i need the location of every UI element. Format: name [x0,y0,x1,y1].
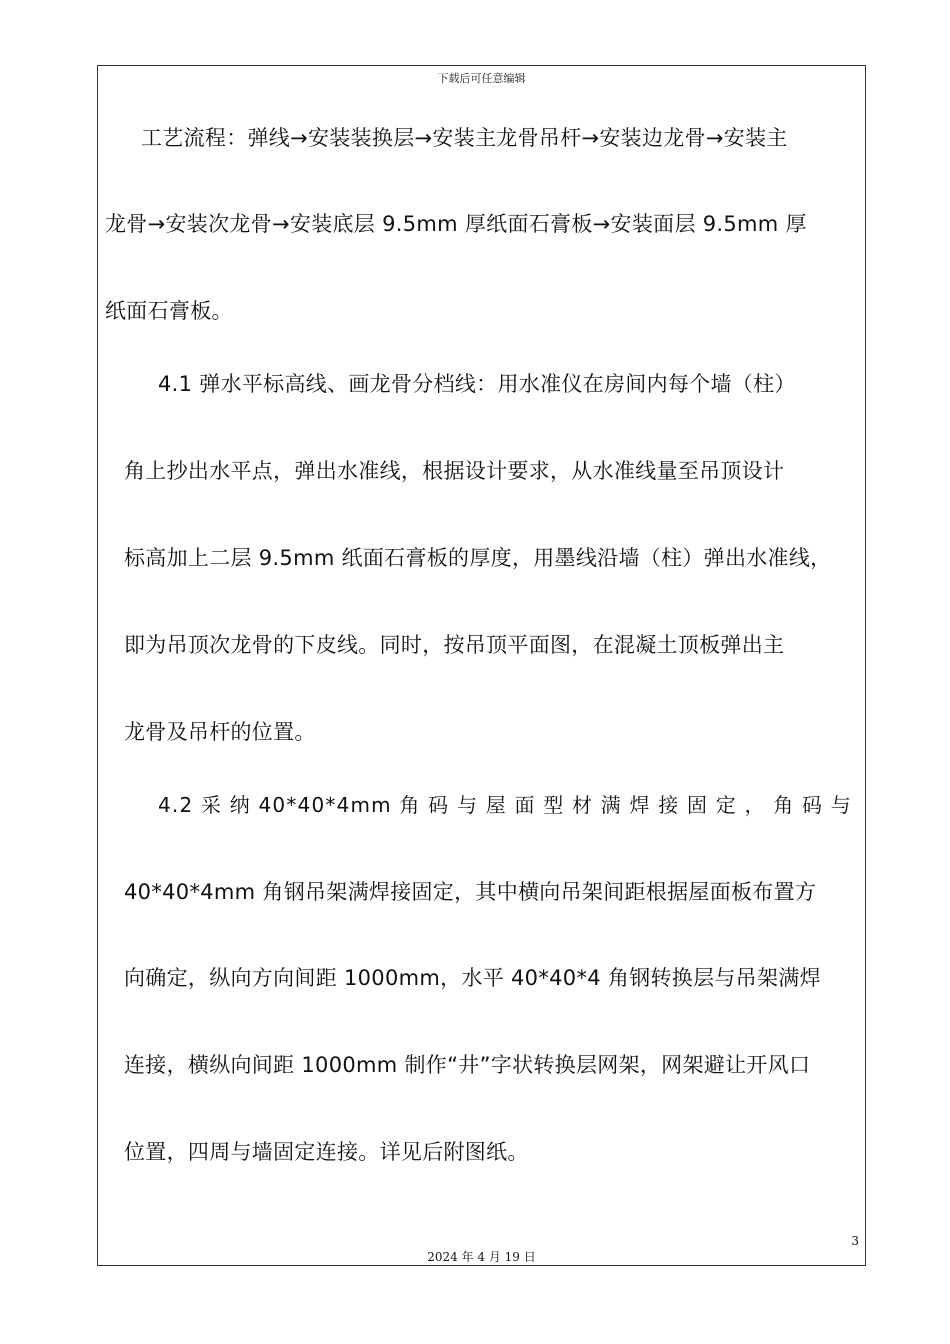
footer-date: 2024 年 4 月 19 日 [427,1250,536,1264]
section-4-2-line-4: 连接，横纵向间距 1000mm 制作“井”字状转换层网架，网架避让开风口 [124,1053,811,1077]
process-flow-line-1: 工艺流程：弹线→安装装换层→安装主龙骨吊杆→安装边龙骨→安装主 [141,126,788,150]
process-flow-line-2: 龙骨→安装次龙骨→安装底层 9.5mm 厚纸面石膏板→安装面层 9.5mm 厚 [105,212,807,236]
section-4-1-line-4: 即为吊顶次龙骨的下皮线。同时，按吊顶平面图，在混凝土顶板弹出主 [124,633,785,657]
section-4-1-line-5: 龙骨及吊杆的位置。 [124,720,316,744]
section-4-2-line-2: 40*40*4mm 角钢吊架满焊接固定，其中横向吊架间距根据屋面板布置方 [124,880,817,904]
section-4-2-line-1: 4.2 采 纳 40*40*4mm 角 码 与 屋 面 型 材 满 焊 接 固 定 ， 角 码 与 [158,793,852,817]
section-4-1-line-3: 标高加上二层 9.5mm 纸面石膏板的厚度，用墨线沿墙（柱）弹出水准线， [124,546,832,570]
section-4-1-line-1: 4.1 弹水平标高线、画龙骨分档线：用水准仪在房间内每个墙（柱） [158,372,796,396]
page-number: 3 [851,1234,859,1248]
section-4-1-line-2: 角上抄出水平点，弹出水准线，根据设计要求，从水准线量至吊顶设计 [124,459,785,483]
page-frame [97,65,866,1266]
section-4-2-line-3: 向确定，纵向方向间距 1000mm，水平 40*40*4 角钢转换层与吊架满焊 [124,966,821,990]
section-4-2-line-5: 位置，四周与墙固定连接。详见后附图纸。 [124,1140,529,1164]
header-note: 下载后可任意编辑 [437,72,526,85]
process-flow-line-3: 纸面石膏板。 [105,299,233,323]
